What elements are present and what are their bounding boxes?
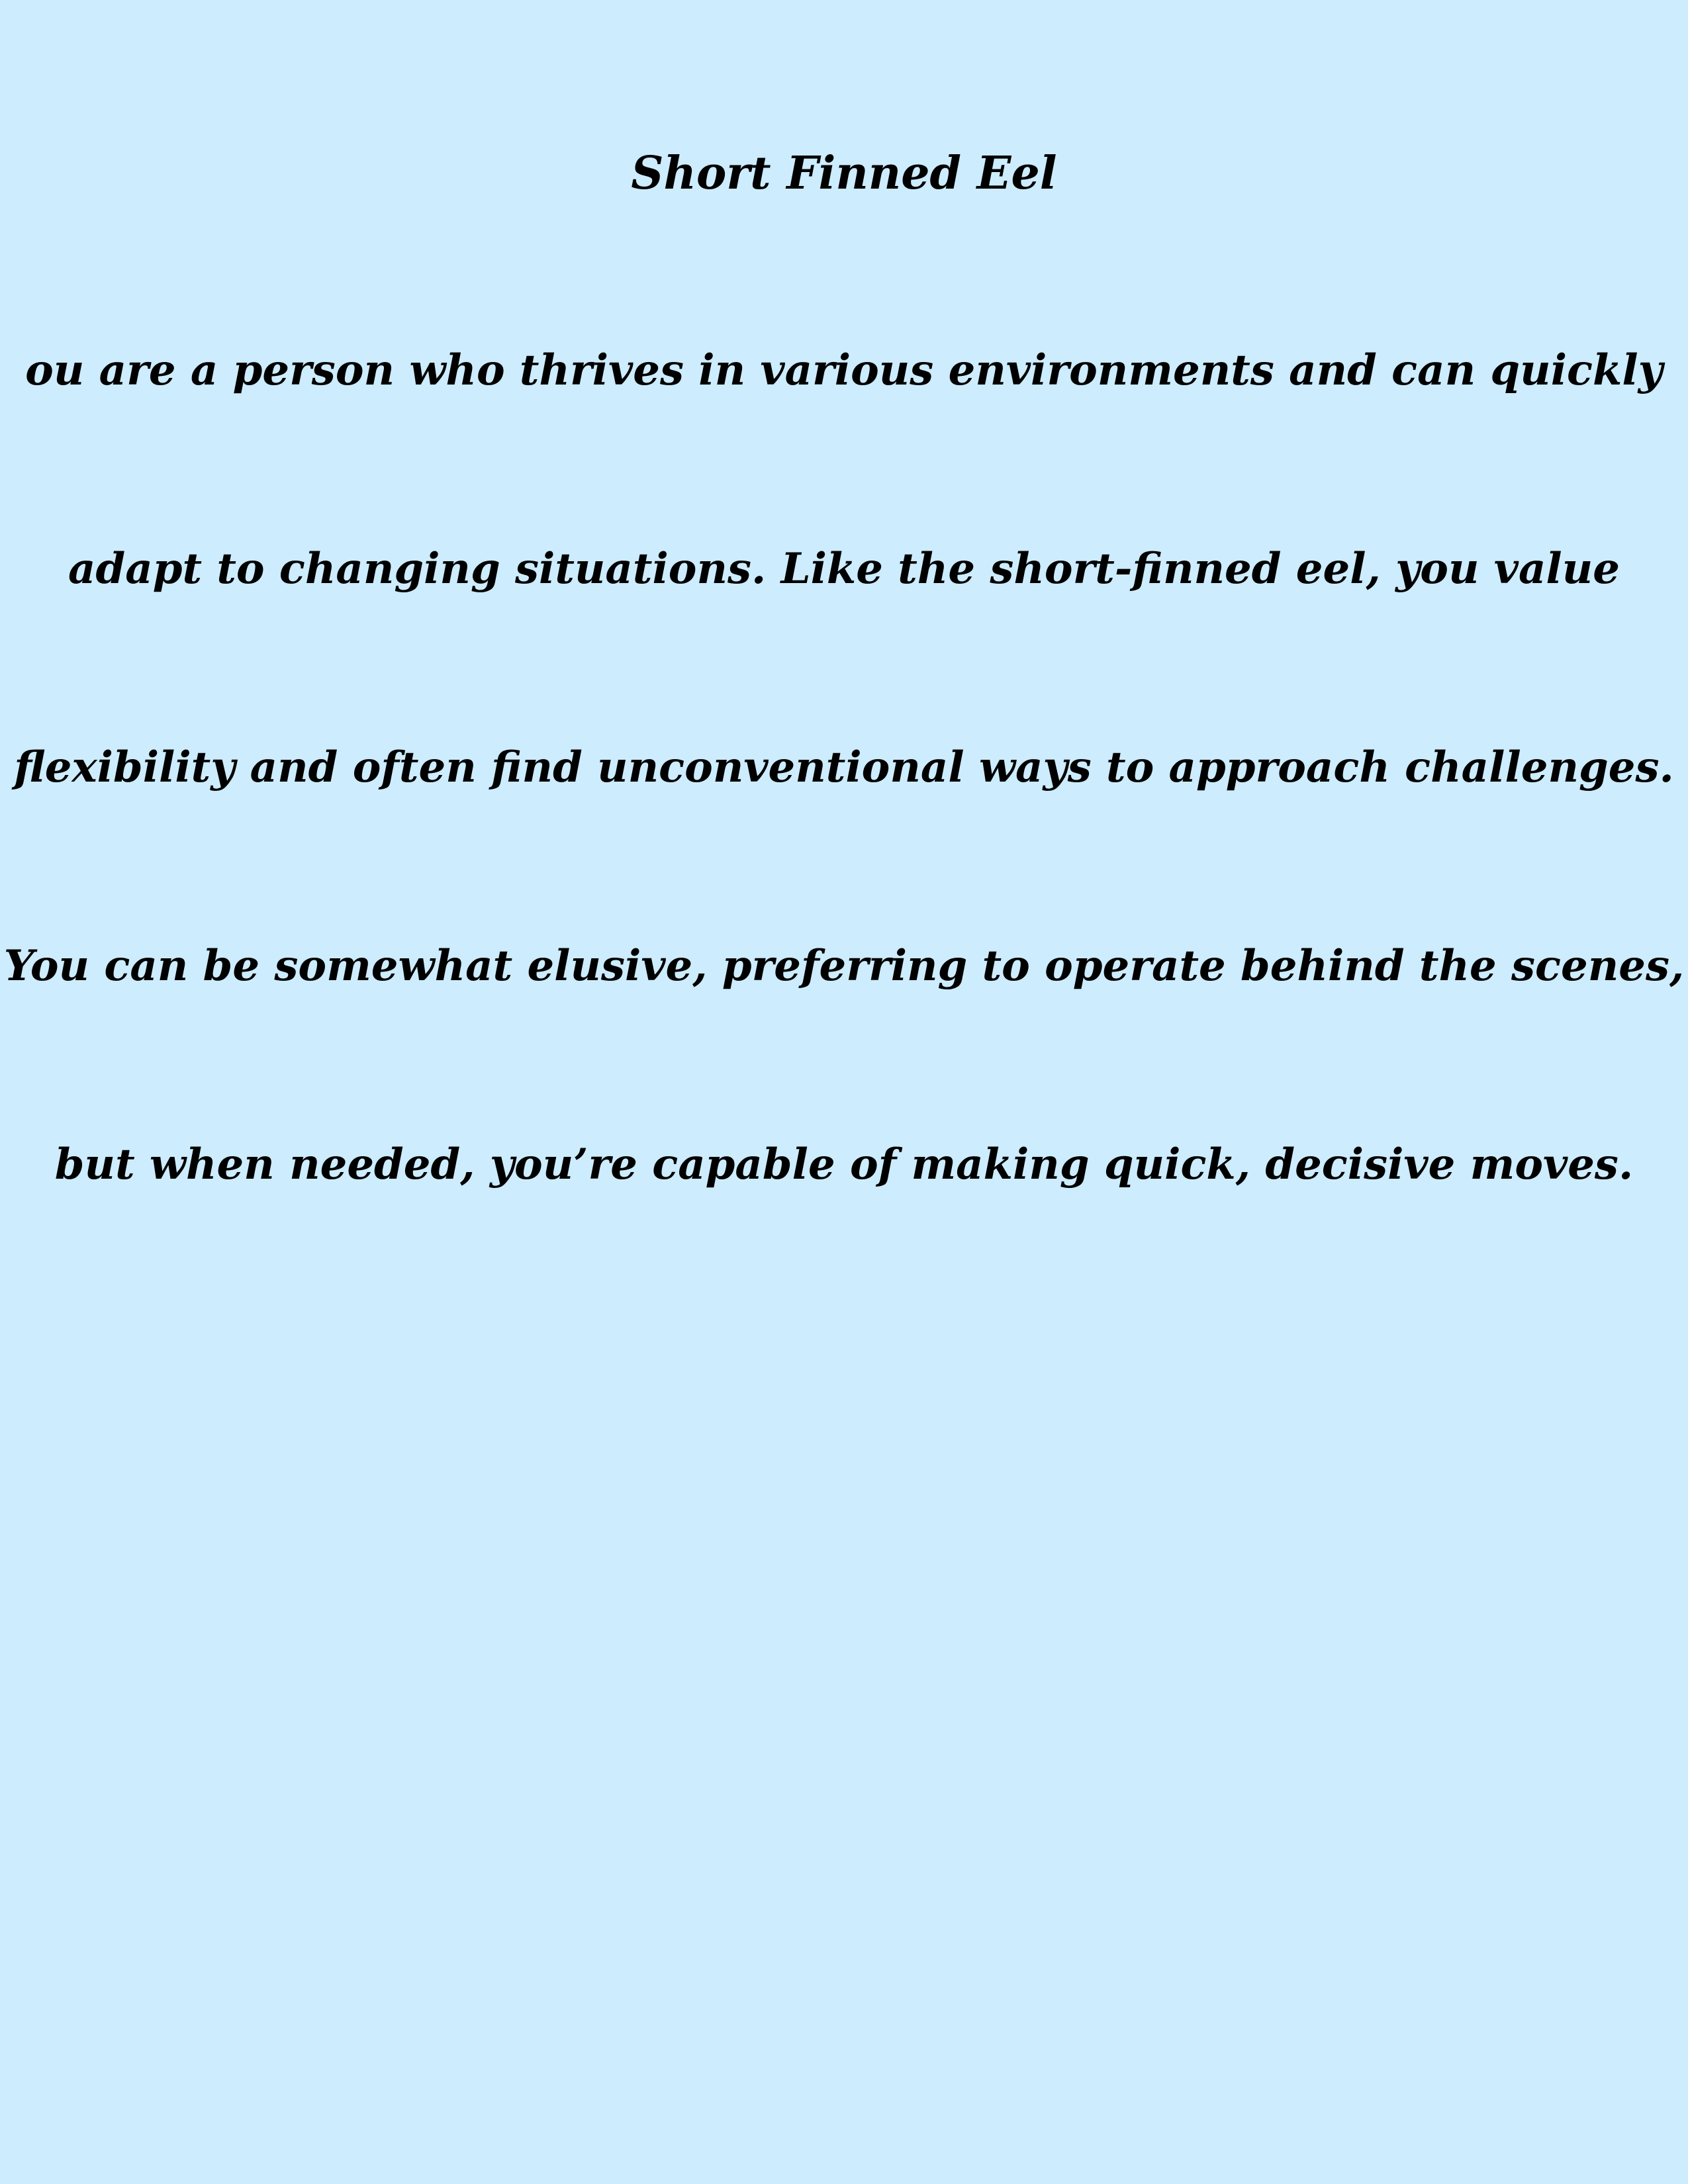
page-title: Short Finned Eel: [631, 147, 1057, 200]
body-line-4: You can be somewhat elusive, preferring to operate behind the scenes,: [3, 941, 1685, 991]
body-line-5: but when needed, you’re capable of making quick, decisive moves.: [54, 1140, 1634, 1189]
body-line-3: flexibility and often find unconventional ways to approach challenges.: [14, 743, 1674, 792]
body-line-2: adapt to changing situations. Like the short-finned eel, you value: [68, 544, 1620, 594]
body-line-1: ou are a person who thrives in various environments and can quickly: [25, 345, 1663, 395]
